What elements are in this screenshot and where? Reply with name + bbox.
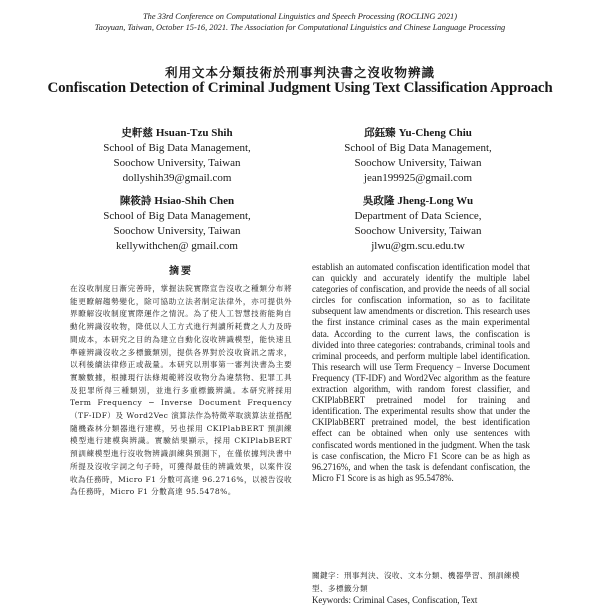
conference-line-2: Taoyuan, Taiwan, October 15-16, 2021. The Association for Computational Linguistics and Chinese Language Processing — [94, 23, 506, 32]
author-block — [72, 194, 282, 254]
author-name-en: Yu-Cheng Chiu — [398, 127, 472, 139]
author-name — [72, 126, 282, 141]
author-name — [313, 194, 523, 209]
abstract-chinese: 在沒收制度日漸完善時，掌握法院實際宣告沒收之種類分布將能更瞭解趨勢變化，除可協助立法者制定法律外，亦可提供外界瞭解沒收制度實際運作之情況。為了使人工智慧技術能夠自動化辨識沒收物，降低以人工方式進行判讀所耗費之人力及時間成本，本研究之目的為建立自動化沒收辨識模型，能快速且準確辨識沒收之多標籤類別，提供各界對於沒收資訊之需求，以利後續法律修正或裁量。本研究以刑事第一審判決書為主要實驗數據，根據現行法條規範將沒收物分為違禁物、犯罪工具及犯罪所得三種類別，並進行多重標籤辨識。本研究將採用 Term Frequency − Inverse Document Frequency（TF-IDF）及 Word2Vec 演算法作為特徵萃取演算法並搭配隨機森林分類器進行建模，另也採用 CKIPlabBERT 預訓練模型進行建模與辨識。實驗結果顯示，採用 CKIPlabBERT 預訓練模型進行沒收物辨識訓練與預測下，在僅依據判決書中所提及沒收字詞之句子時，可獲得最佳的辨識效果，以案件沒收為任務時，Micro F1 分數可高達 96.2716%，以被告沒收為任務時，Micro F1 分數高達 95.5478%。 — [70, 284, 292, 497]
author-university: Soochow University, Taiwan — [113, 157, 241, 169]
title-chinese: 利用文本分類技術於刑事判決書之沒收物辨識 — [164, 65, 435, 80]
keywords-chinese: 關鍵字：刑事判決、沒收、文本分類、機器學習、預訓練模型、多標籤分類 — [312, 571, 520, 593]
conference-line-1: The 33rd Conference on Computational Linguistics and Speech Processing (ROCLING 2021) — [142, 12, 458, 21]
author-name-en: Jheng-Long Wu — [397, 195, 474, 207]
author-block — [313, 194, 523, 254]
author-email: jean199925@gmail.com — [363, 172, 473, 184]
author-department: School of Big Data Management, — [103, 142, 251, 154]
author-email: kellywithchen@ gmail.com — [116, 240, 238, 252]
author-block — [313, 126, 523, 186]
author-name-zh: 邱鈺臻 — [364, 127, 396, 139]
author-university: Soochow University, Taiwan — [354, 157, 482, 169]
abstract-heading: 摘要 — [169, 266, 193, 277]
author-university: Soochow University, Taiwan — [113, 225, 241, 237]
author-name — [313, 126, 523, 141]
author-name-en: Hsuan-Tzu Shih — [155, 127, 233, 139]
author-email: dollyshih39@gmail.com — [122, 172, 232, 184]
author-department: School of Big Data Management, — [344, 142, 492, 154]
author-department: School of Big Data Management, — [103, 210, 251, 222]
author-block — [72, 126, 282, 186]
author-department: Department of Data Science, — [354, 210, 482, 222]
author-email: jlwu@gm.scu.edu.tw — [371, 240, 465, 252]
title-english: Confiscation Detection of Criminal Judgment Using Text Classification Approach — [47, 80, 553, 96]
author-university: Soochow University, Taiwan — [354, 225, 482, 237]
abstract-english: establish an automated confiscation identification model that can quickly and accurately identify the multiple label categories of confiscation, and provide the needs of all social circles for confiscation information, so as to facilitate subsequent law amendments or discretion. This research uses the first instance criminal cases as the main experimental data. According to the current laws, the confiscation is divided into three categories: contrabands, criminal tools and criminal proceeds, and perform multiple label identification. This research will use Term Frequency − Inverse Document Frequency (TF-IDF) and Word2Vec algorithm as the feature extraction algorithm, with random forest classifier, and CKIPlabBERT pretrained model for training and identification. The experimental results show that under the CKIPlabBERT pretrained model, the best identification effect can be obtained when only use sentences with confiscated words mentioned in the judgment. When the task is case confiscation, the Micro F1 Score can be as high as 96.2716%, and when the task is defendant confiscation, the Micro F1 Score is as high as 95.5478%. — [312, 262, 530, 483]
author-name-zh: 史軒慈 — [121, 127, 153, 139]
author-name-zh: 吳政隆 — [362, 195, 395, 207]
author-name-zh: 陳筱詩 — [119, 195, 152, 207]
keywords-english: Keywords: Criminal Cases, Confiscation, Text — [312, 595, 478, 605]
author-name-en: Hsiao-Shih Chen — [154, 195, 235, 207]
author-name — [72, 194, 282, 209]
